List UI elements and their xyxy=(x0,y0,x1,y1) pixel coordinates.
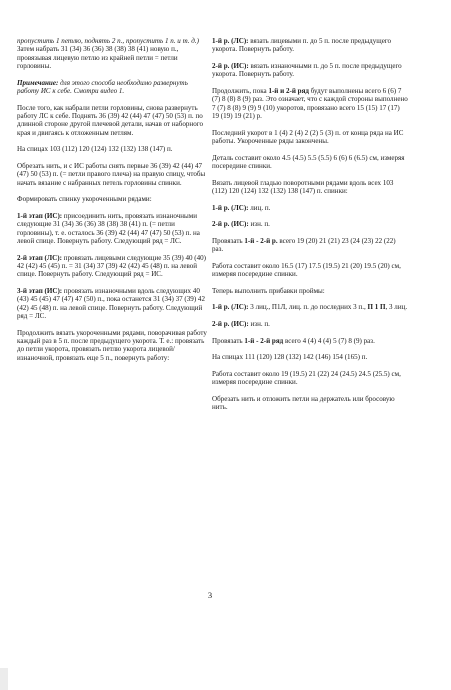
measure-paragraph: Деталь составит около 4.5 (4.5) 5.5 (5.5) 6 (6) 6 (6.5) см, измеряя посередине спинки. xyxy=(212,153,405,170)
row-2-paragraph xyxy=(212,62,408,79)
stitch-count-2-paragraph: На спицах 111 (120) 128 (132) 142 (146) 154 (165) п. xyxy=(212,353,368,362)
intro-italic-text: пропустить 1 петлю, поднять 2 п., пропустить 1 п. и т. д.) xyxy=(17,37,199,45)
row-1-label: 1-й р. (ЛС): xyxy=(212,37,249,45)
row-b-paragraph: 2-й р. (ИС): изн. п. xyxy=(212,220,270,229)
row-2-label: 2-й р. (ИС): xyxy=(212,61,249,70)
row-2-text: вязать изнаночными п. до 5 п. после предыдущего укорота. Повернуть работу. xyxy=(212,61,402,79)
stage-2-paragraph xyxy=(17,254,207,279)
stage-1-text: присоединить нить, провязать изнаночными следующие 31 (34) 36 (36) 38 (38) 38 (41) п. (= петли горловины), т. е. осталось 36 (39) 42 (44) 47 (47) 50 (53) п. на левой спице. Повернуть работу. Следующий ряд = ЛС. xyxy=(17,211,200,245)
continue-paragraph: Продолжить вязать укороченными рядами, поворачивая работу каждый раз в 5 п. после предыдущего укорота. Т. е.: провязать до петли укорота, провязать петлю укорота лицевой/изнаночной, провязать еще 5 п., повернуть работу: xyxy=(17,328,207,362)
stage-1-paragraph xyxy=(17,212,207,245)
stitch-count-paragraph: На спицах 103 (112) 120 (124) 132 (132) 138 (147) п. xyxy=(17,145,173,154)
work-measure-2-paragraph: Работа составит около 19 (19.5) 21 (22) 24 (24.5) 24.5 (25.5) см, измеряя посередине спинки. xyxy=(212,370,401,387)
right-column xyxy=(212,37,408,420)
last-turn-paragraph: Последний укорот в 1 (4) 2 (4) 2 (2) 5 (3) п. от конца ряда на ИС работы. Укороченные ряды закончены. xyxy=(212,128,404,145)
finish-paragraph: Обрезать нить и отложить петли на держатель или бросовую нить. xyxy=(212,395,395,412)
neck-paragraph: После того, как набрали петли горловины, снова развернуть работу ЛС к себе. Поднять 36 (39) 42 (44) 47 (47) 50 (53) п. по длинной стороне другой плечевой детали, начав от наборного края и двигаясь к отложенным петлям. xyxy=(17,103,203,137)
intro-paragraph xyxy=(17,37,207,70)
stage-2-text: провязать лицевыми следующие 35 (39) 40 (40) 42 (42) 45 (45) п. = 31 (34) 37 (39) 42 (42) 45 (48) п. на левой спице. Повернуть работу. Следующий ряд = ИС. xyxy=(17,253,207,279)
intro-text: Затем набрать 31 (34) 36 (36) 38 (38) 38 (41) новую п., провязывая лицевую петлю из крайней петли = петли горловины. xyxy=(17,45,179,71)
note-paragraph xyxy=(17,79,207,96)
stage-3-text: провязать изнаночными вдоль следующих 40 (43) 45 (45) 47 (47) 47 (50) п., пока останется 31 (34) 37 (39) 42 (42) 45 (48) п. на левой спице. Повернуть работу. Следующий ряд = ЛС. xyxy=(17,286,205,320)
stage-3-label: 3-й этап (ИС): xyxy=(17,286,63,295)
left-column xyxy=(17,37,207,370)
cut-yarn-paragraph: Обрезать нить, и с ИС работы снять первые 36 (39) 42 (44) 47 (47) 50 (53) п. (= петли правого плеча) на правую спицу, чтобы начать вязание с набранных петель горловины спинки. xyxy=(17,161,206,187)
note-label: Примечание: xyxy=(17,78,59,87)
page-edge-shade xyxy=(0,668,8,690)
row-1-paragraph xyxy=(212,37,408,54)
stage-2-label: 2-й этап (ЛС): xyxy=(17,253,62,262)
work-measure-paragraph: Работа составит около 16.5 (17) 17.5 (19.5) 21 (20) 19.5 (20) см, измеряя посередине спинки. xyxy=(212,261,401,279)
repeat-rows-paragraph: Продолжить, пока 1-й и 2-й ряд будут выполнены всего 6 (6) 7 (7) 8 (8) 8 (9) раз. Это означает, что с каждой стороны выполнено 7 (7) 8 (8) 9 (9) 9 (10) укоротов, провязано всего 15 (15) 17 (17) 19 (19) 19 (21) р. xyxy=(212,86,408,120)
row-c-paragraph: 1-й р. (ЛС): 3 лиц., П1Л, лиц. п. до последних 3 п., П 1 П, 3 лиц. xyxy=(212,303,408,312)
row-1-text: вязать лицевыми п. до 5 п. после предыдущего укорота. Повернуть работу. xyxy=(212,37,392,54)
repeat-1-paragraph: Провязать 1-й - 2-й р. всего 19 (20) 21 (21) 23 (24 (23) 22 (22) раз. xyxy=(212,236,396,254)
row-d-paragraph: 2-й р. (ИС): изн. п. xyxy=(212,320,270,329)
repeat-2-paragraph: Провязать 1-й - 2-й ряд всего 4 (4) 4 (4) 5 (7) 8 (9) раз. xyxy=(212,336,375,345)
stage-1-label: 1-й этап (ИС): xyxy=(17,211,63,220)
row-a-paragraph: 1-й р. (ЛС): лиц. п. xyxy=(212,203,271,212)
page-number: 3 xyxy=(207,590,213,600)
short-rows-heading: Формировать спинку укороченными рядами: xyxy=(17,195,152,204)
stockinette-paragraph: Вязать лицевой гладью поворотными рядами вдоль всех 103 (112) 120 (124) 132 (132) 138 (147) п. спинки: xyxy=(212,178,394,195)
stage-3-paragraph xyxy=(17,287,207,320)
armhole-increase-heading: Теперь выполнить прибавки проймы: xyxy=(212,286,325,295)
note-text: для этого способа необходимо развернуть работу ИС к себе. Смотри видео 1. xyxy=(17,78,188,96)
